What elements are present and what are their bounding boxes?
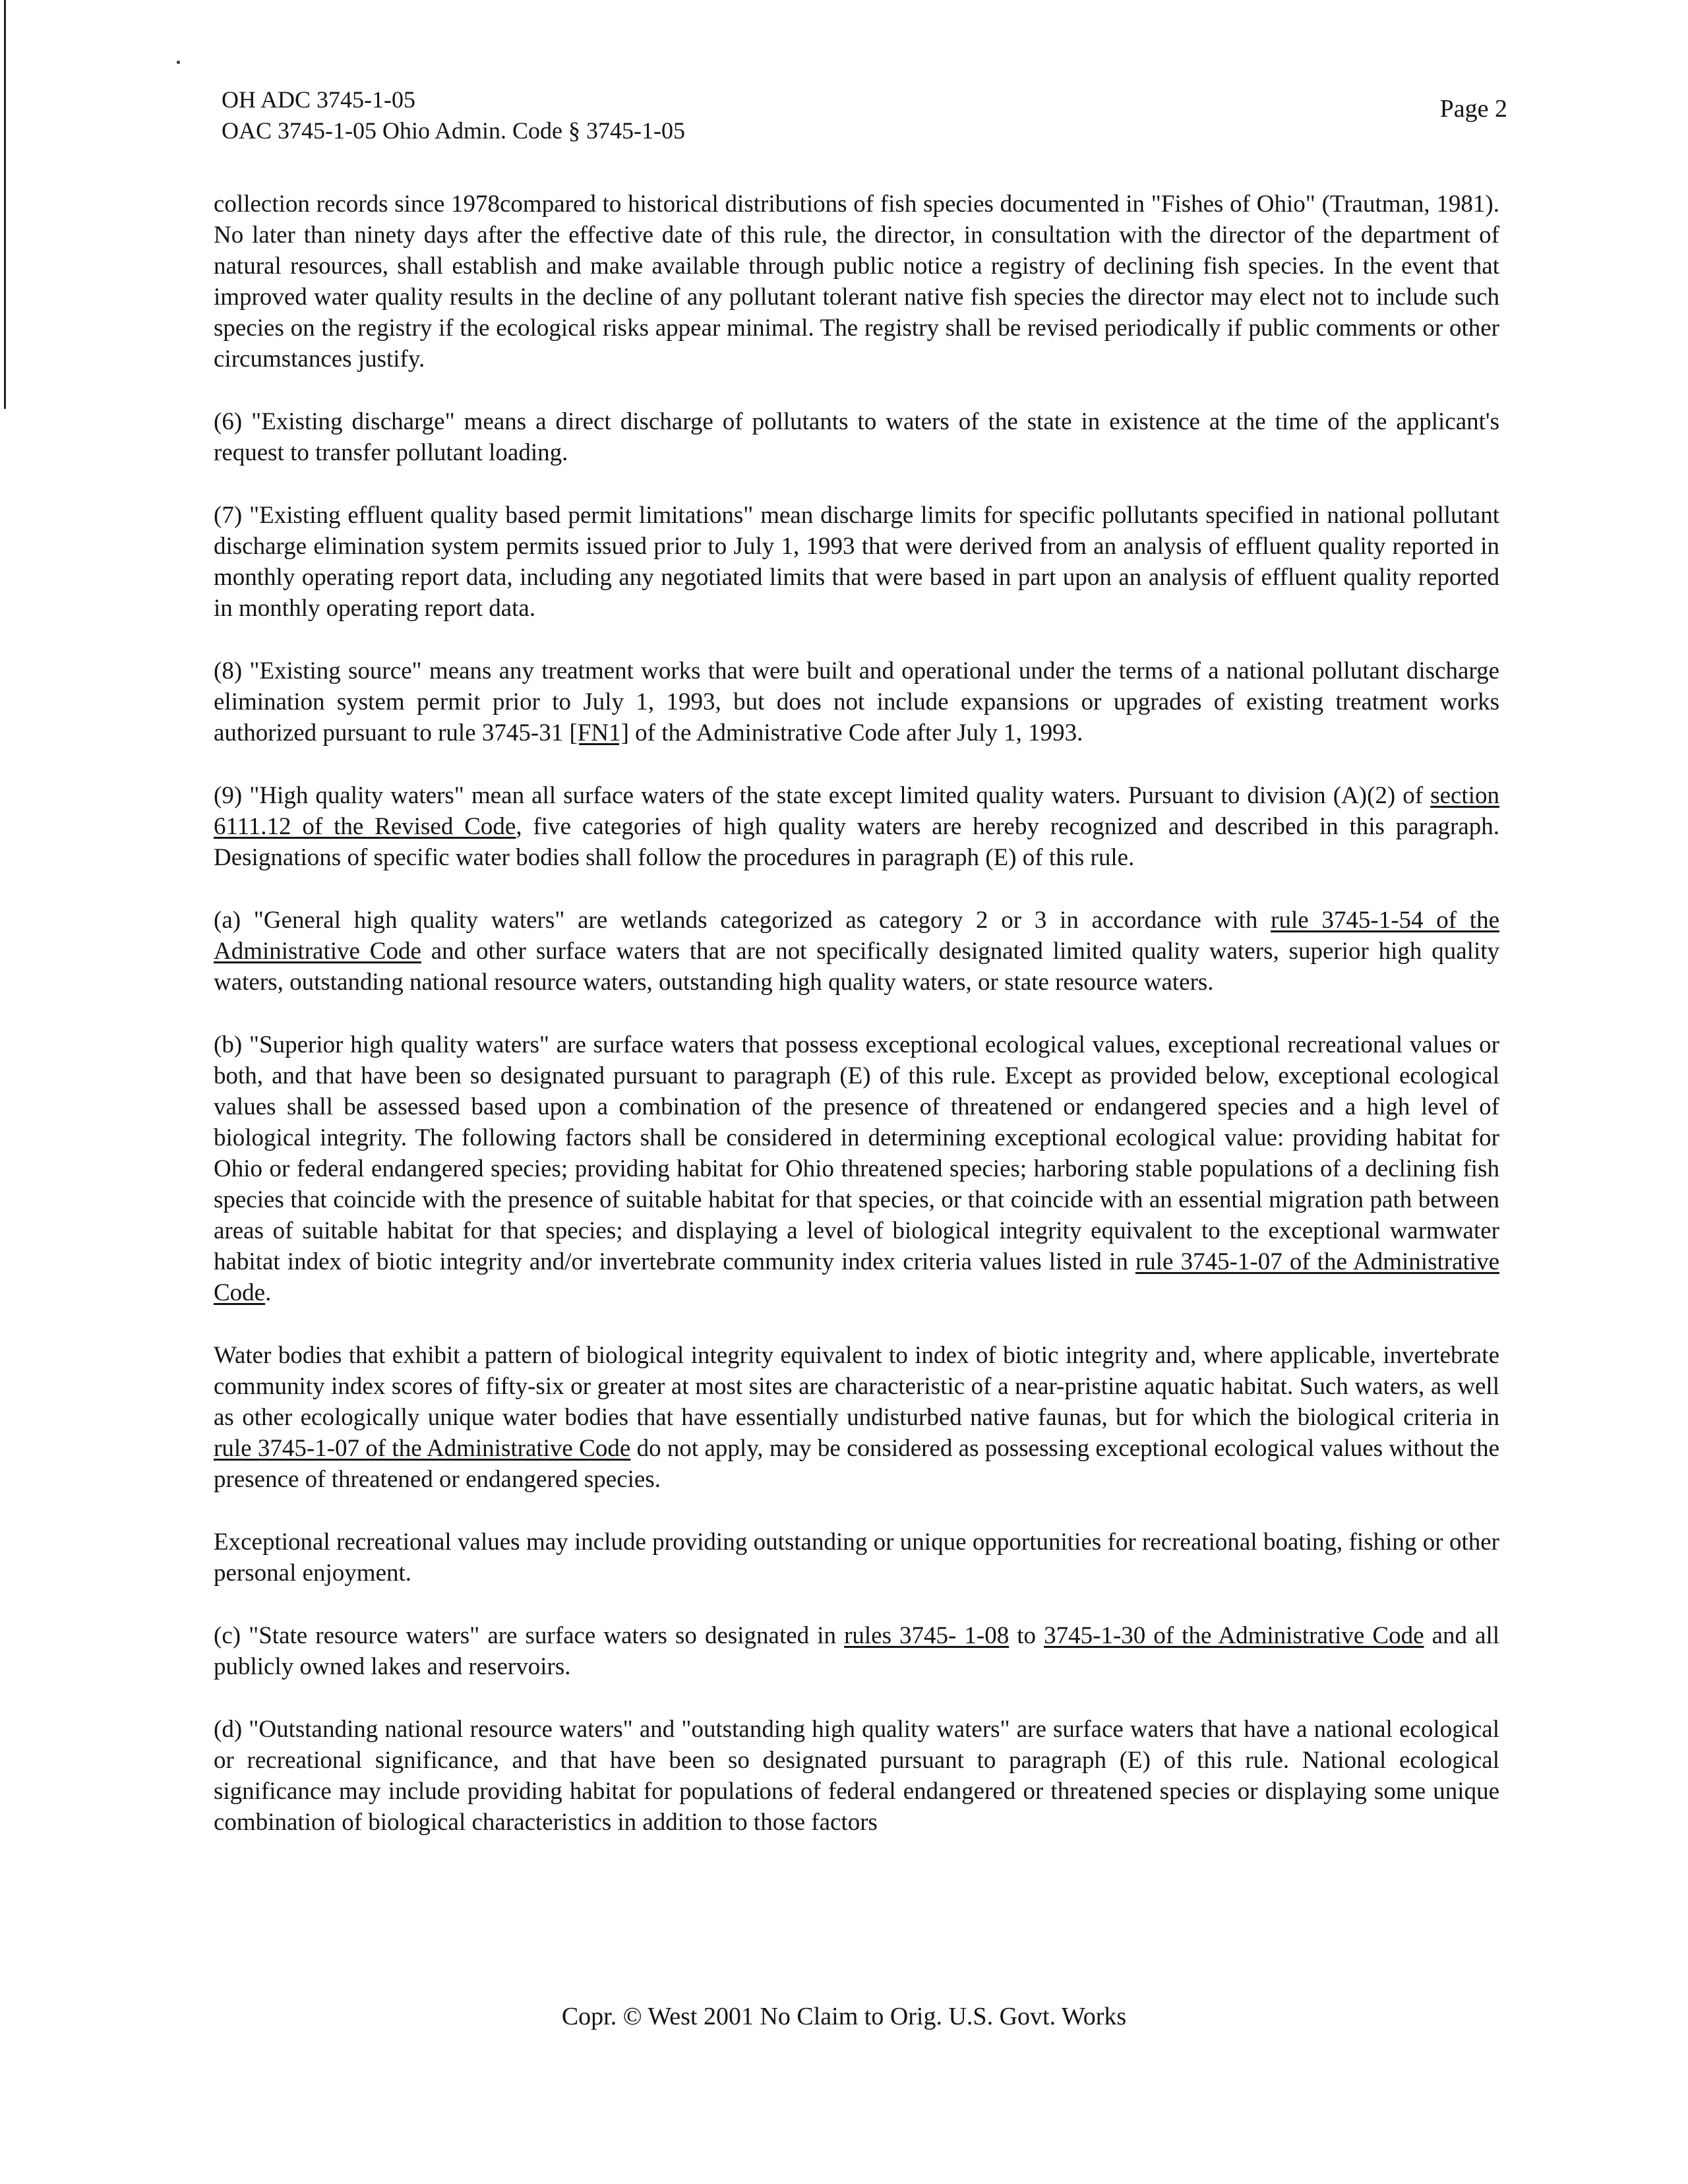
scan-dot <box>177 61 180 64</box>
link-section-6111-12[interactable]: section 6111.12 of the Revised Code <box>214 782 1499 840</box>
paragraph-a-text-end: and other surface waters that are not specifically designated limited quality waters, superior high quality waters, outstanding national resource waters, outstanding high quality waters, or state resource waters. <box>214 938 1499 996</box>
link-rule-3745-1-07[interactable]: rule 3745-1-07 of the Administrative Code <box>214 1248 1499 1306</box>
paragraph-8-text: (8) "Existing source" means any treatment works that were built and operational under the terms of a national pollutant discharge elimination system permit prior to July 1, 1993, but does not include expansions or upgrades of existing treatment works authorized pursuant to rule 3745-31 <box>214 657 1499 746</box>
link-rule-3745-1-54[interactable]: rule 3745-1-54 of the Administrative Code <box>214 907 1499 965</box>
paragraph-b-text: (b) "Superior high quality waters" are surface waters that possess exceptional ecological values, exceptional recreational values or both, and that have been so designated pursuant to paragraph (E) of this rule. Except as provided below, exceptional ecological values shall be assessed based upon a combination of the presence of threatened or endangered species and a high level of biological integrity. The following factors shall be considered in determining exceptional ecological value: providing habitat for Ohio or federal endangered species; providing habitat for Ohio threatened species; harboring stable populations of a declining fish species that coincide with the presence of suitable habitat for that species, or that coincide with an essential migration path between areas of suitable habitat for that species; and displaying a level of biological integrity equivalent to the exceptional warmwater habitat index of biotic integrity and/or invertebrate community index criteria values listed in <box>214 1031 1499 1275</box>
paragraph-9-text: (9) "High quality waters" mean all surface waters of the state except limited quality waters. Pursuant to division (A)(2) of <box>214 782 1431 809</box>
paragraph-a <box>214 905 1499 998</box>
paragraph-c-text-end: and all publicly owned lakes and reservoirs. <box>214 1622 1500 1680</box>
paragraph-c-text: (c) "State resource waters" are surface waters so designated in <box>214 1622 845 1649</box>
paragraph-water-text-end: do not apply, may be considered as possessing exceptional ecological values without the presence of threatened or endangered species. <box>214 1435 1500 1493</box>
paragraph-7: (7) "Existing effluent quality based permit limitations" mean discharge limits for specific pollutants specified in national pollutant discharge elimination system permits issued prior to July 1, 1993 that were derived from an analysis of effluent quality reported in monthly operating report data, including any negotiated limits that were based in part upon an analysis of effluent quality reported in monthly operating report data. <box>214 502 1499 622</box>
paragraph-c <box>214 1620 1499 1682</box>
link-rule-3745-1-30[interactable]: 3745-1-30 of the Administrative Code <box>1044 1622 1424 1649</box>
paragraph-continuation: collection records since 1978compared to historical distributions of fish species documented in "Fishes of Ohio" (Trautman, 1981). No later than ninety days after the effective date of this rule, the director, in consultation with the director of the department of natural resources, shall establish and make available through public notice a registry of declining fish species. In the event that improved water quality results in the decline of any pollutant tolerant native fish species the director may elect not to include such species on the registry if the ecological risks appear minimal. The registry shall be revised periodically if public comments or other circumstances justify. <box>214 191 1499 373</box>
paragraph-d: (d) "Outstanding national resource waters" and "outstanding high quality waters" are surface waters that have a national ecological or recreational significance, and that have been so designated pursuant to paragraph (E) of this rule. National ecological significance may include providing habitat for populations of federal endangered or threatened species or displaying some unique combination of biological characteristics in addition to those factors <box>214 1716 1499 1836</box>
link-rule-3745-1-07-second[interactable]: rule 3745-1-07 of the Administrative Code <box>214 1435 631 1462</box>
paragraph-8 <box>214 655 1499 748</box>
citation-line-2: OAC 3745-1-05 Ohio Admin. Code § 3745-1-05 <box>222 117 685 144</box>
paragraph-water-bodies <box>214 1340 1499 1495</box>
paragraph-b <box>214 1029 1499 1308</box>
paragraph-8-text-end: of the Administrative Code after July 1, 1993. <box>628 719 1083 746</box>
link-rules-3745-1-08[interactable]: rules 3745- 1-08 <box>844 1622 1010 1649</box>
paragraph-9-text-end: , five categories of high quality waters are hereby recognized and described in this paragraph. Designations of specific water bodies shall follow the procedures in paragraph (E) of this rule. <box>214 813 1499 871</box>
paragraph-water-text: Water bodies that exhibit a pattern of biological integrity equivalent to index of biotic integrity and, where applicable, invertebrate community index scores of fifty-six or greater at most sites are characteristic of a near-pristine aquatic habitat. Such waters, as well as other ecologically unique water bodies that have essentially undisturbed native faunas, but for which the biological criteria in <box>214 1342 1499 1431</box>
page-number: Page 2 <box>1439 95 1507 123</box>
paragraph-recreational: Exceptional recreational values may include providing outstanding or unique opportunities for recreational boating, fishing or other personal enjoyment. <box>214 1529 1499 1587</box>
paragraph-a-text: (a) "General high quality waters" are wetlands categorized as category 2 or 3 in accordance with <box>214 907 1271 934</box>
document-body <box>214 189 1499 1869</box>
paragraph-b-text-end: . <box>265 1279 272 1306</box>
citation-line-1: OH ADC 3745-1-05 <box>222 86 415 113</box>
paragraph-c-mid: to <box>1009 1622 1044 1649</box>
copyright-footer: Copr. © West 2001 No Claim to Orig. U.S. Govt. Works <box>561 2003 1127 2030</box>
scan-artifact <box>4 0 6 409</box>
footnote-link-fn1[interactable]: [FN1] <box>569 719 629 746</box>
paragraph-9 <box>214 780 1499 873</box>
paragraph-6: (6) "Existing discharge" means a direct discharge of pollutants to waters of the state in existence at the time of the applicant's request to transfer pollutant loading. <box>214 408 1499 466</box>
page-header <box>222 84 1507 146</box>
